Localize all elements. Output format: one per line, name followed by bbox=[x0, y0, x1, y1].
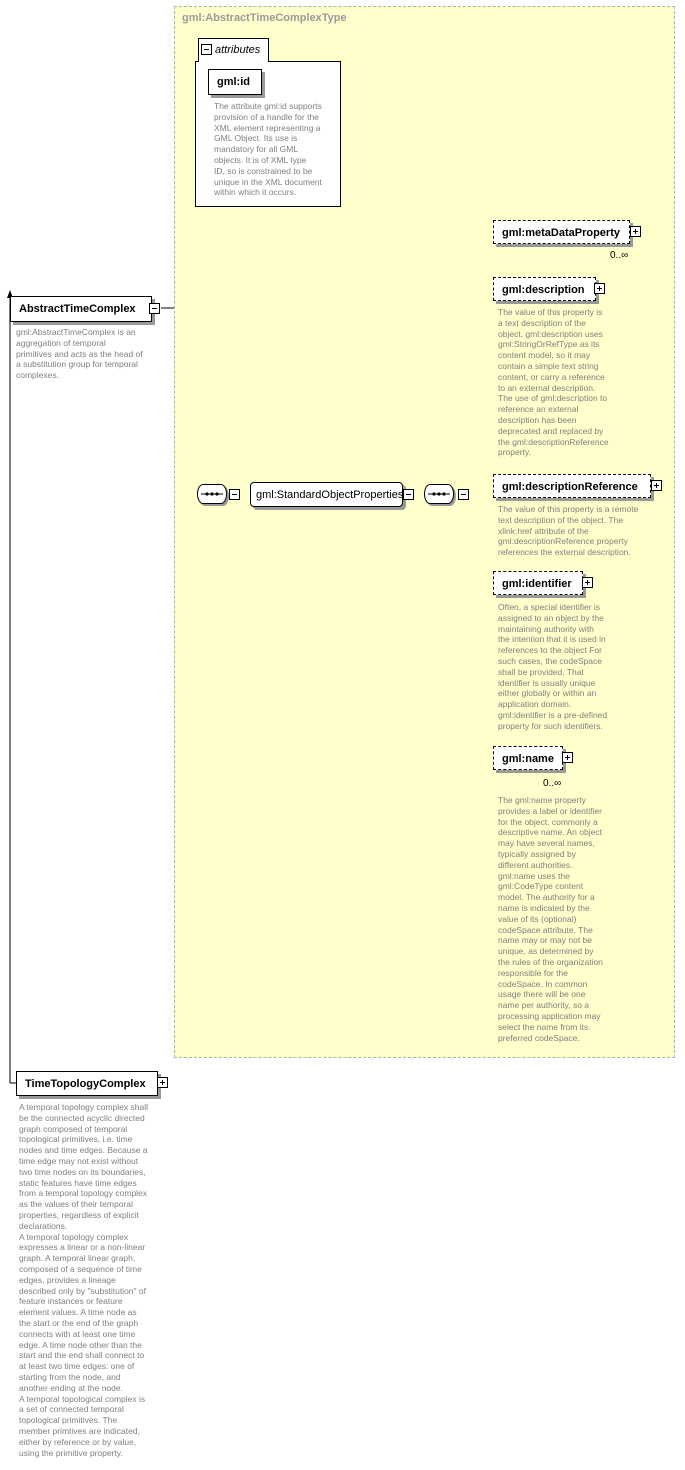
sequence-compositor-2-icon[interactable] bbox=[424, 484, 454, 504]
meta-data-property-label: gml:metaDataProperty bbox=[502, 227, 620, 239]
description-label: gml:description bbox=[502, 284, 585, 296]
description-expand-icon[interactable] bbox=[594, 283, 605, 294]
identifier-label: gml:identifier bbox=[502, 578, 572, 590]
time-topology-complex-expand-icon[interactable] bbox=[157, 1077, 168, 1088]
description-reference-label: gml:descriptionReference bbox=[502, 481, 638, 493]
description-element[interactable] bbox=[493, 277, 596, 301]
abstract-time-complex-description: gml:AbstractTimeComplex is an aggregation of temporal primitives and acts as the head of a substitution group for temporal complexes. bbox=[16, 327, 143, 381]
name-element[interactable] bbox=[493, 746, 563, 770]
gml-id-description: The attribute gml:id supports provision of a handle for the XML element representing a GML Object. Its use is mandatory for all GML objects. It is of XML type ID, so is constrained to be unique in the XML document within which it occurs. bbox=[214, 101, 322, 198]
gml-id-label: gml:id bbox=[217, 76, 250, 88]
name-text: The gml:name property provides a label or identifier for the object, commonly a descriptive name. An object may have several names, typically assigned by different authorities. gml:name uses the gml:CodeType content model. The authority for a name is indicated by the value of its (optional) codeSpace attribute. The name may or may not be unique, as determined by the rules of the organization responsible for the codeSpace. In common usage there will be one name per authority, so a processing application may select the name from its preferred codeSpace. bbox=[498, 795, 603, 1043]
standard-object-properties-label: gml:StandardObjectProperties bbox=[256, 489, 404, 501]
time-topology-complex-label: TimeTopologyComplex bbox=[25, 1078, 146, 1090]
sequence-2-collapse-icon[interactable] bbox=[458, 489, 469, 500]
sequence-dots-icon bbox=[198, 485, 226, 503]
sequence-compositor-icon[interactable] bbox=[197, 484, 227, 504]
abstract-time-complex-element[interactable] bbox=[10, 296, 152, 322]
name-label: gml:name bbox=[502, 753, 554, 765]
meta-data-property-occurs: 0..∞ bbox=[610, 250, 629, 261]
sequence-collapse-icon[interactable] bbox=[229, 489, 240, 500]
group-collapse-icon[interactable] bbox=[403, 489, 414, 500]
name-occurs: 0..∞ bbox=[543, 778, 562, 789]
time-topology-complex-description: A temporal topology complex shall be the connected acyclic directed graph composed of temporal topological primitives, i.e. time nodes and time edges. Because a time edge may not exist without two time nodes on its boundaries, static features have time edges from a temporal topology complex as the values of their temporal properties, regardless of explicit declarations. A temporal topology complex expresses a linear or a non-linear graph. A temporal linear graph, composed of a sequence of time edges, provides a lineage described only by "substitution" of feature instances or feature element values. A time node as the start or the end of the graph connects with at least one time edge. A time node other than the start and the end shall connect to at least two time edges: one of starting from the node, and another ending at the node. A temporal topological complex is a set of connected temporal topological primitives. The member primtives are indicated, either by reference or by value, using the primitive property. bbox=[19, 1102, 148, 1458]
attributes-tab-label: attributes bbox=[215, 44, 261, 56]
meta-data-property-element[interactable] bbox=[493, 220, 630, 244]
abstract-time-complex-label: AbstractTimeComplex bbox=[19, 303, 136, 315]
abstract-time-complex-collapse-icon[interactable] bbox=[149, 303, 160, 314]
standard-object-properties-group[interactable] bbox=[250, 482, 403, 507]
identifier-text: Often, a special identifier is assigned to an object by the maintaining authority with the intention that it is used in references to the object For such cases, the codeSpace shall be provided. That identifier is usually unique either globally or within an application domain. gml:identifier is a pre-defined property for such identifiers. bbox=[498, 602, 608, 731]
description-reference-expand-icon[interactable] bbox=[651, 480, 662, 491]
description-reference-text: The value of this property is a remote text description of the object. The xlink:href attribute of the gml:descriptionReference property references the external description. bbox=[498, 504, 639, 558]
gml-id-attribute[interactable] bbox=[208, 69, 262, 95]
description-reference-element[interactable] bbox=[493, 474, 651, 498]
complex-type-title: gml:AbstractTimeComplexType bbox=[182, 12, 347, 24]
meta-data-property-expand-icon[interactable] bbox=[630, 226, 641, 237]
time-topology-complex-element[interactable] bbox=[16, 1071, 158, 1096]
description-text: The value of this property is a text description of the object. gml:description uses gml:StringOrRefType as its content model, so it may contain a simple text string content, or carry a reference to an external description. The use of gml:description to reference an external description has been deprecated and replaced by the gml:descriptionReference property. bbox=[498, 307, 609, 458]
identifier-element[interactable] bbox=[493, 571, 583, 595]
attributes-collapse-icon[interactable] bbox=[201, 44, 212, 55]
name-expand-icon[interactable] bbox=[562, 752, 573, 763]
sequence-dots-2-icon bbox=[425, 485, 453, 503]
identifier-expand-icon[interactable] bbox=[582, 577, 593, 588]
